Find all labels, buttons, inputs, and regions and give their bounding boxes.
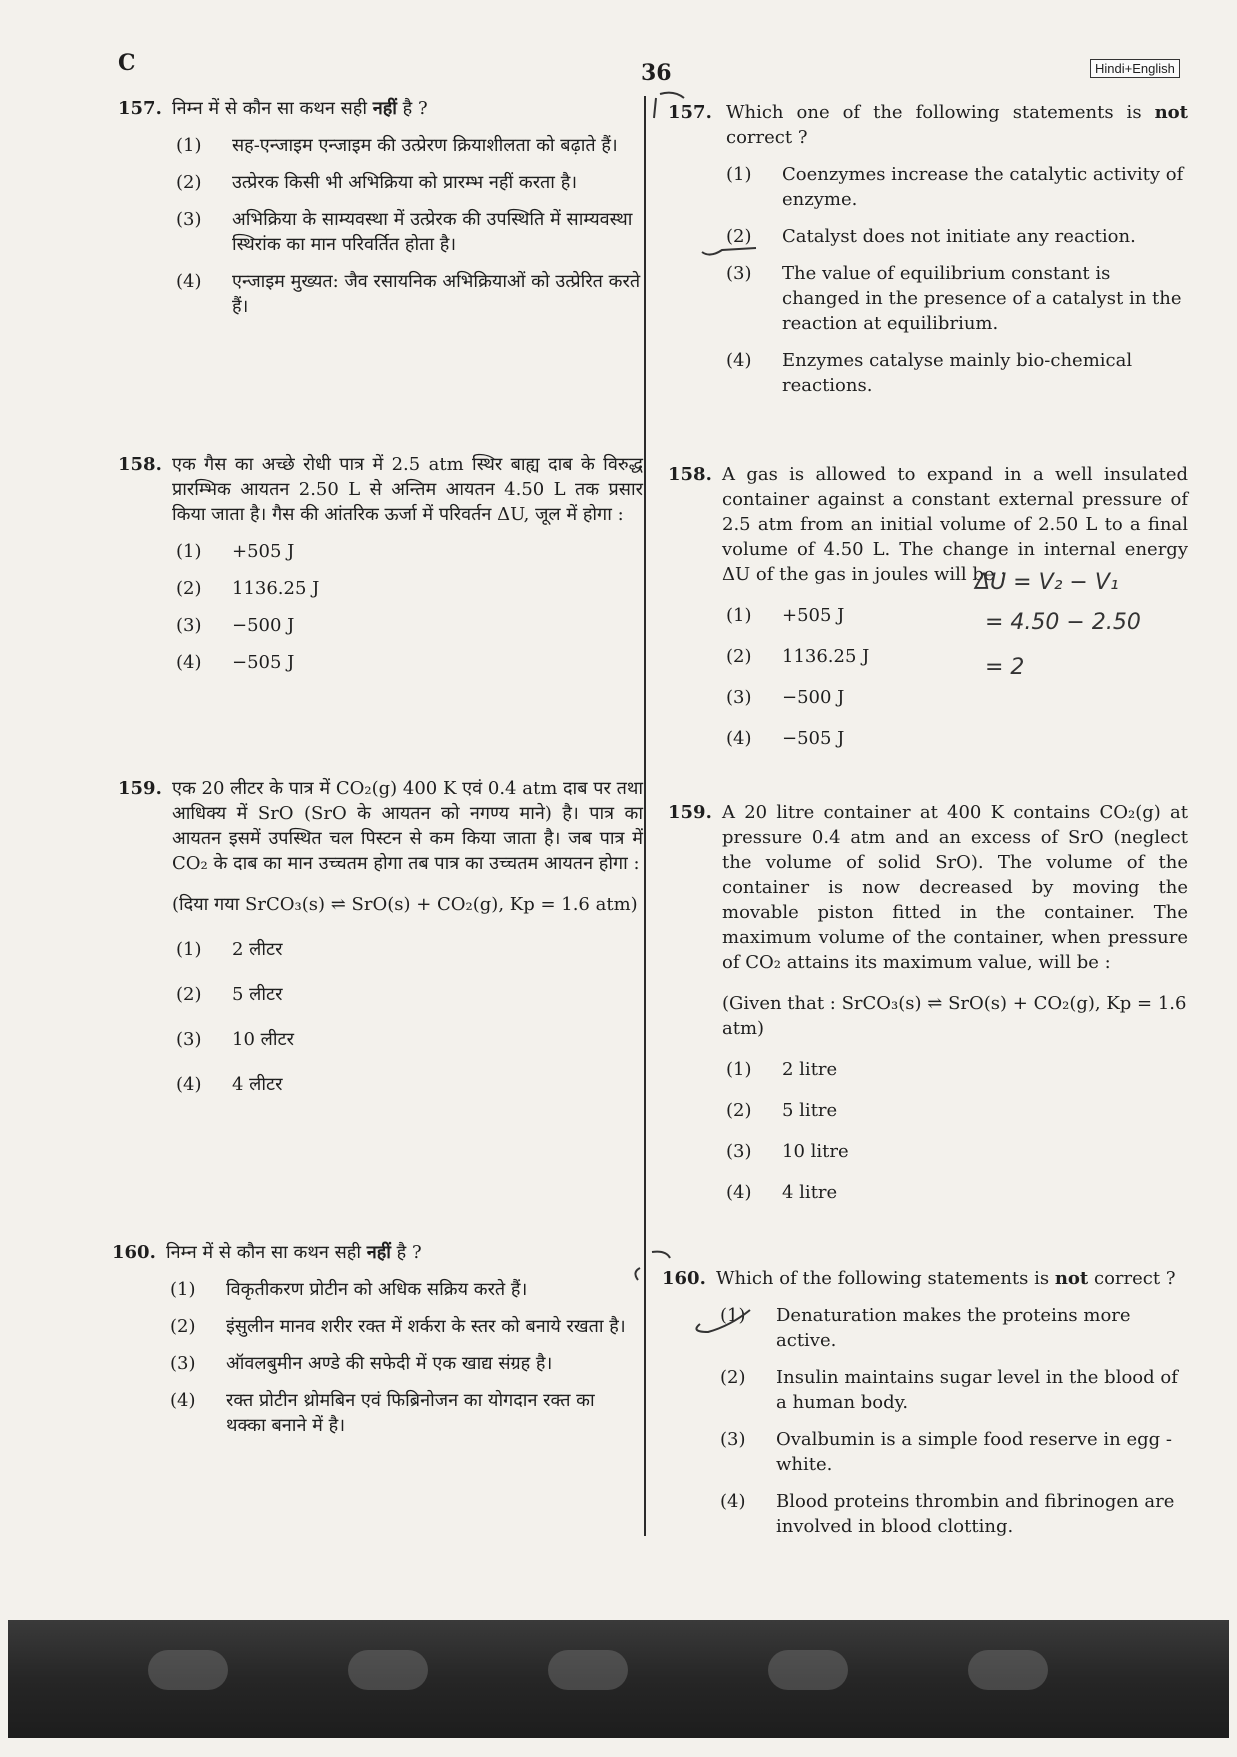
option: (3) 10 litre [726,1141,849,1162]
option: (4) Enzymes catalyse mainly bio-chemical reactions. [726,350,1133,396]
question-stem: एक 20 लीटर के पात्र में CO₂(g) 400 K एवं 0.4 atm दाब पर तथा आधिक्य में SrO (SrO के आयतन को नगण्य माने) है। पात्र का आयतन इसमें उपस्थित चल पिस्टन से कम किया जाता है। जब पात्र में CO₂ के दाब का मान उच्चतम होगा तब पात्र का उच्चतम आयतन होगा : [172,778,643,874]
question-158-en [668,462,1188,751]
question-stem: निम्न में से कौन सा कथन सही नहीं है ? [172,98,428,119]
option: (2) उत्प्रेरक किसी भी अभिक्रिया को प्रारम्भ नहीं करता है। [176,172,578,193]
option: (2) 5 लीटर [176,984,283,1005]
footer-band [8,1620,1229,1738]
column-divider [644,96,646,1536]
answer-mark-icon [632,1246,682,1286]
option: (3) 10 लीटर [176,1029,294,1050]
language-tag: Hindi+English [1090,59,1180,78]
tick-mark-icon [700,238,760,262]
option: (1) +505 J [176,541,295,562]
option: (2) 1136.25 J [726,646,870,667]
question-157-hi [118,96,643,319]
option: (4) 4 लीटर [176,1074,283,1095]
question-stem: एक गैस का अच्छे रोधी पात्र में 2.5 atm स्थिर बाह्य दाब के विरुद्ध प्रारम्भिक आयतन 2.50 L से अन्तिम आयतन 4.50 L तक प्रसार किया जाता है। गैस की आंतरिक ऊर्जा में परिवर्तन ΔU, जूल में होगा : [172,454,643,525]
option: (4) एन्जाइम मुख्यत: जैव रसायनिक अभिक्रियाओं को उत्प्रेरित करते हैं। [176,271,641,317]
question-stem: निम्न में से कौन सा कथन सही नहीं है ? [166,1242,422,1263]
question-stem: Which one of the following statements is not correct ? [726,102,1188,148]
question-number: 160. [112,1242,156,1263]
given-data: (दिया गया SrCO₃(s) ⇌ SrO(s) + CO₂(g), Kp = 1.6 atm) [172,894,638,915]
question-number-157-en: 157. [668,102,712,123]
options-157-en [668,150,1188,398]
option: (1) 2 लीटर [176,939,283,960]
booklet-code: C [118,50,136,76]
page-number: 36 [641,60,672,86]
option: (2) Catalyst does not initiate any reaction. [726,226,1136,247]
handwritten-note: = 2 [985,655,1025,680]
question-stem: A 20 litre container at 400 K contains CO₂(g) at pressure 0.4 atm and an excess of SrO (neglect the volume of solid SrO). The volume of the container is now decreased by moving the movable piston fitted in the container. The maximum volume of the container, when pressure of CO₂ attains its maximum value, will be : [722,802,1188,973]
option: (1) +505 J [726,605,845,626]
question-159-hi [118,776,643,1097]
question-157-en [726,100,1188,150]
option: (3) अभिक्रिया के साम्यवस्था में उत्प्रेरक की उपस्थिति में साम्यवस्था स्थिरांक का मान परिवर्तित होता है। [176,209,633,255]
option: (4) Blood proteins thrombin and fibrinogen are involved in blood clotting. [720,1491,1175,1537]
option: (3) −500 J [176,615,295,636]
option: (3) ऑवलबुमीन अण्डे की सफेदी में एक खाद्य संग्रह है। [170,1353,553,1374]
option: (1) सह-एन्जाइम एन्जाइम की उत्प्रेरण क्रियाशीलता को बढ़ाते हैं। [176,135,618,156]
option: (2) 1136.25 J [176,578,320,599]
option: (3) −500 J [726,687,845,708]
question-number: 158. [668,464,712,485]
handwritten-note: ΔU = V₂ − V₁ [975,570,1119,595]
question-stem: A gas is allowed to expand in a well insulated container against a constant external pressure of 2.5 atm from an initial volume of 2.50 L to a final volume of 4.50 L. The change in internal energy ΔU of the gas in joules will be : [722,464,1188,585]
question-number: 158. [118,454,162,475]
given-data: (Given that : SrCO₃(s) ⇌ SrO(s) + CO₂(g), Kp = 1.6 atm) [722,993,1187,1039]
option: (2) 5 litre [726,1100,838,1121]
question-number: 159. [118,778,162,799]
option: (1) Denaturation makes the proteins more active. [720,1305,1131,1351]
option: (4) 4 litre [726,1182,838,1203]
question-160-hi [112,1240,637,1438]
question-159-en [668,800,1188,1205]
option: (1) Coenzymes increase the catalytic activity of enzyme. [726,164,1184,210]
question-number: 159. [668,802,712,823]
tick-mark-icon [690,1306,760,1336]
question-number: 160. [662,1268,706,1289]
answer-mark-icon [650,88,690,128]
question-158-hi [118,452,643,675]
question-stem: Which of the following statements is not correct ? [716,1268,1176,1289]
handwritten-note: = 4.50 − 2.50 [985,610,1141,635]
option: (4) रक्त प्रोटीन थ्रोमबिन एवं फिब्रिनोजन का योगदान रक्त का थक्का बनाने में है। [170,1390,595,1436]
option: (4) −505 J [176,652,295,673]
option: (3) Ovalbumin is a simple food reserve in egg - white. [720,1429,1172,1475]
option: (1) विकृतीकरण प्रोटीन को अधिक सक्रिय करते हैं। [170,1279,528,1300]
option: (2) Insulin maintains sugar level in the blood of a human body. [720,1367,1178,1413]
option: (1) 2 litre [726,1059,838,1080]
question-number: 157. [118,98,162,119]
option: (4) −505 J [726,728,845,749]
option: (2) इंसुलीन मानव शरीर रक्त में शर्करा के स्तर को बनाये रखता है। [170,1316,626,1337]
option: (3) The value of equilibrium constant is changed in the presence of a catalyst in the reaction at equilibrium. [726,263,1182,334]
